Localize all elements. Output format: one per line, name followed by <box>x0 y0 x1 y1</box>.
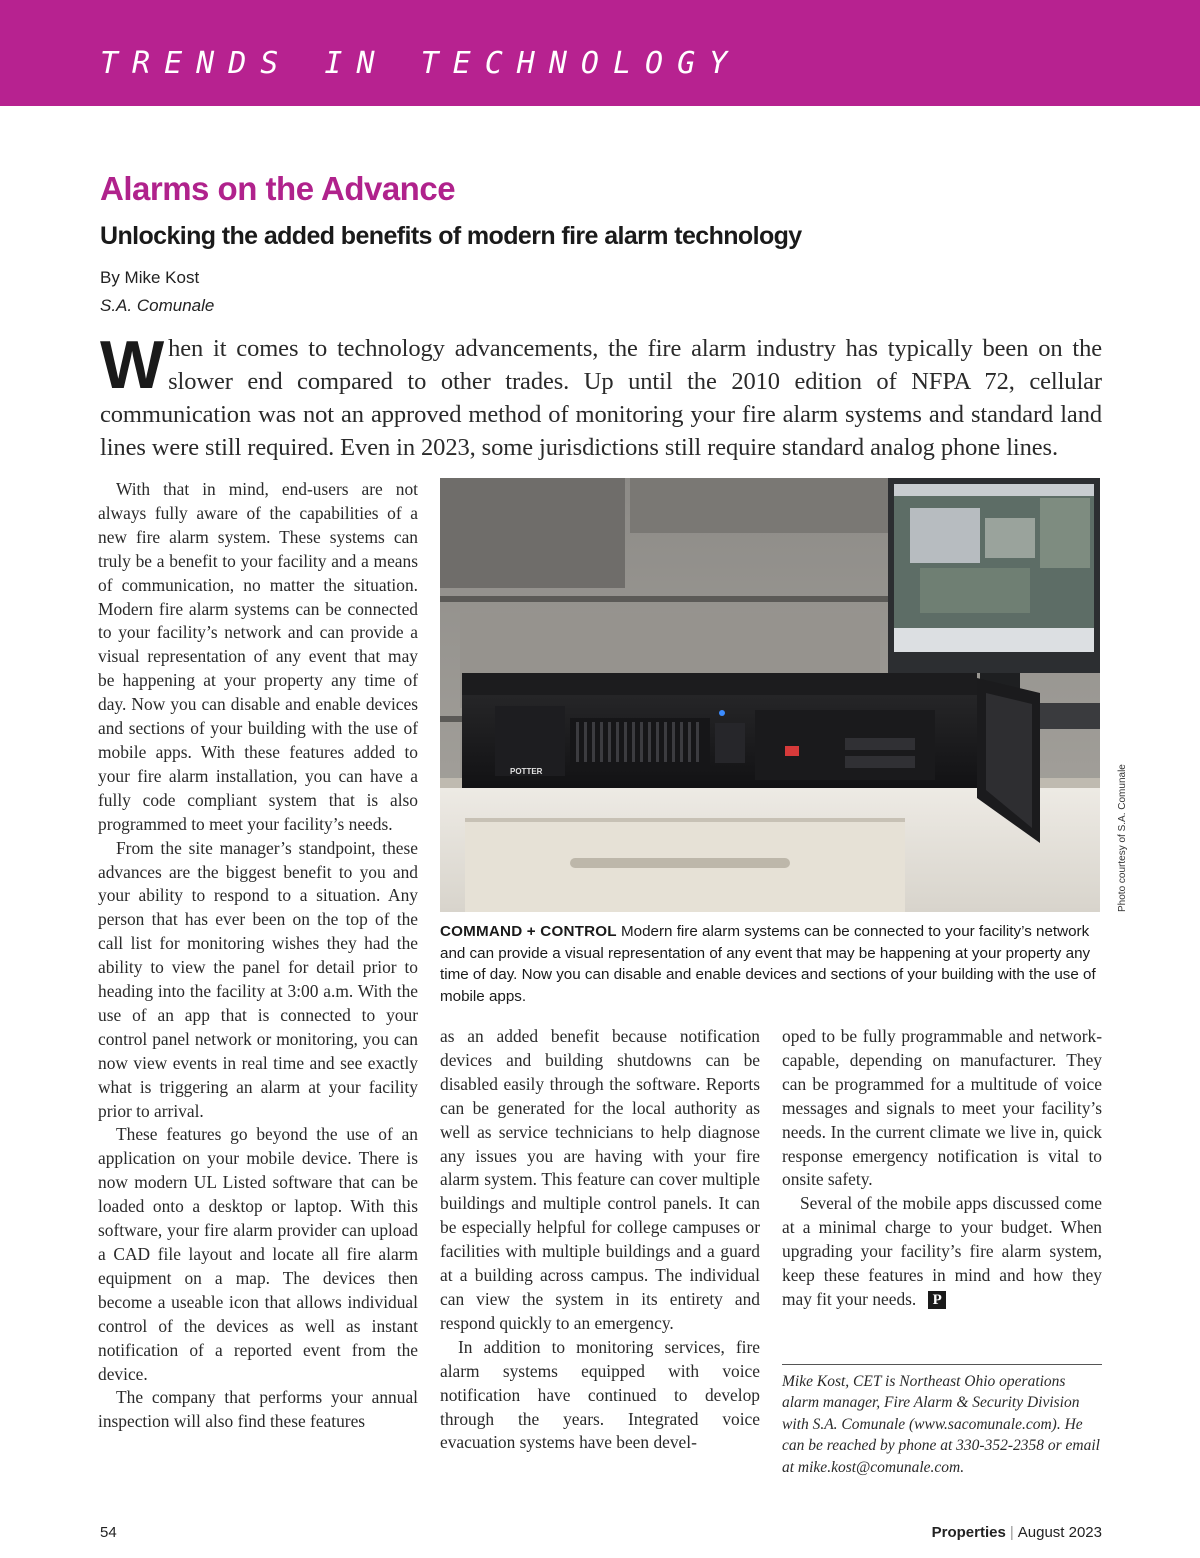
photo-illustration <box>440 478 1100 912</box>
body-column-3 <box>782 1025 1102 1312</box>
paragraph <box>782 1192 1102 1312</box>
byline: By Mike Kost <box>100 268 200 287</box>
photo-caption <box>440 921 1102 1007</box>
footer-separator: | <box>1009 1524 1014 1541</box>
publication-footer <box>932 1524 1102 1541</box>
section-title: TRENDS IN TECHNOLOGY <box>100 46 742 81</box>
paragraph: These features go beyond the use of an application on your mobile device. There is now modern UL Listed software that can be loaded onto a desktop or laptop. With this software, your fire alarm provider can upload a CAD file layout and locate all fire alarm equipment on a map. The devices then become a useable icon that allows individual control of the devices as well as instant notification of a reported event from the device. <box>98 1124 418 1384</box>
paragraph: oped to be fully programmable and network-capable, depending on manufacturer. They can be programmed for a multitude of voice messages and signals to meet your facility’s needs. In the current climate we live in, quick response emergency notification is vital to onsite safety. <box>782 1026 1102 1190</box>
paragraph-text: Several of the mobile apps discussed come at a minimal charge to your budget. When upgrading your facility’s fire alarm system, keep these features in mind and how they may fit your needs. <box>782 1193 1102 1309</box>
article-title: Alarms on the Advance <box>100 170 456 207</box>
article-photo <box>440 478 1100 912</box>
author-bio: Mike Kost, CET is Northeast Ohio operations alarm manager, Fire Alarm & Security Division with S.A. Comunale (www.sacomunale.com). He can be reached by phone at 330-352-2358 or email at mike.kost@comunale.com. <box>782 1373 1100 1476</box>
drop-cap: W <box>100 327 165 403</box>
paragraph: The company that performs your annual inspection will also find these features <box>98 1387 418 1432</box>
issue-date: August 2023 <box>1017 1524 1102 1541</box>
brand-label: POTTER <box>510 767 543 776</box>
body-column-1 <box>98 478 418 1434</box>
lede-text: hen it comes to technology advancements, the fire alarm industry has typically been on the slower end compared to other trades. Up until the 2010 edition of NFPA 72, cellular communication was not an approved method of monitoring your fire alarm systems and standard land lines were still required. Even in 2023, some jurisdictions still require standard analog phone lines. <box>100 335 1102 461</box>
publication-name: Properties <box>931 1524 1006 1541</box>
paragraph: From the site manager’s standpoint, these advances are the biggest benefit to you and your ability to respond to a situation. Any person that has ever been on the top of the call list for monitoring wishes they had the ability to view the panel for detail prior to heading into the facility at 3:00 a.m. With the use of an app that is connected to your control panel network or monitoring, you can now view events in real time and see exactly what is triggering an alarm at your facility prior to arrival. <box>98 837 418 1121</box>
paragraph: With that in mind, end-users are not always fully aware of the capabilities of a new fire alarm system. These systems can truly be a benefit to your facility and a means of communication, no matter the situation. Modern fire alarm systems can be connected to your facility’s network and can provide a visual representation of any event that may be happening at your property any time of day. Now you can disable and enable devices and sections of your building with the use of mobile apps. With these features added to your fire alarm installation, you can have a fully code compliant system that is also programmed to meet your facility’s needs. <box>98 479 418 834</box>
page-number: 54 <box>100 1524 117 1541</box>
paragraph: In addition to monitoring services, fire alarm systems equipped with voice notification have continued to develop through the years. Integrated voice evacuation systems have been devel- <box>440 1336 760 1453</box>
body-column-2 <box>440 1025 760 1455</box>
article-subtitle: Unlocking the added benefits of modern fire alarm technology <box>100 222 802 250</box>
caption-head: COMMAND + CONTROL <box>440 923 617 940</box>
end-mark-icon: P <box>928 1291 946 1309</box>
section-banner <box>0 0 1200 106</box>
bio-divider <box>782 1364 1102 1365</box>
author-affiliation: S.A. Comunale <box>100 296 215 315</box>
photo-credit: Photo courtesy of S.A. Comunale <box>1117 764 1128 912</box>
lede-paragraph <box>100 327 1102 464</box>
paragraph: as an added benefit because notification devices and building shutdowns can be disabled easily through the software. Reports can be generated for the local authority as well as service technicians to help diagnose any issues you are having with your fire alarm system. This feature can cover multiple buildings and multiple control panels. It can be especially helpful for college campuses or facilities with multiple buildings and a guard at a building across campus. The individual can view the system in its entirety and respond quickly to an emergency. <box>440 1026 760 1333</box>
caption-body: Modern fire alarm systems can be connected to your facility’s network and can provide a visual representation of any event that may be happening at your property any time of day. Now you can disable and enable devices and sections of your building with the use of mobile apps. <box>440 923 1096 1005</box>
